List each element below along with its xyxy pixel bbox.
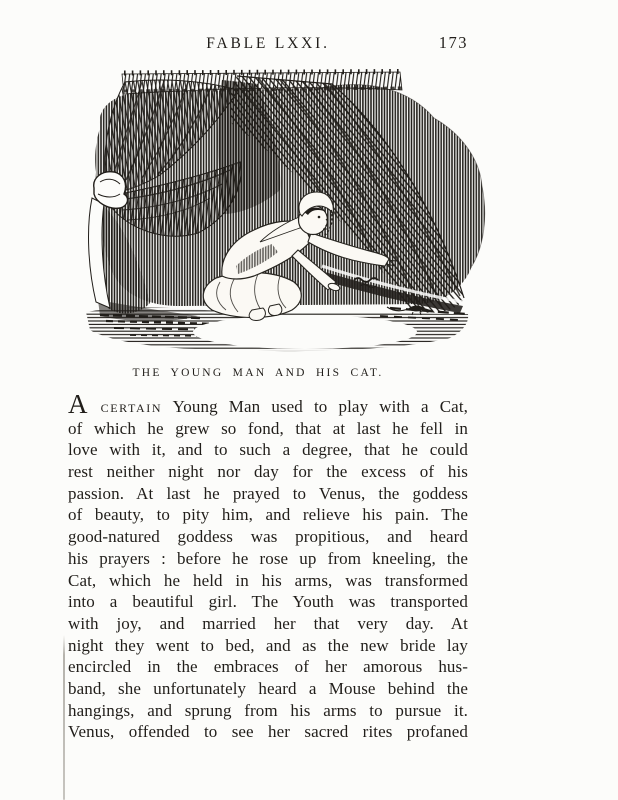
text-line: rest neither night nor day for the excess of his: [68, 462, 468, 482]
text-line: of beauty, to pity him, and relieve his pain. The: [68, 505, 468, 525]
drop-cap-initial: A: [68, 389, 90, 419]
bed-curtains-engraving: [70, 68, 494, 356]
page-header: [0, 33, 618, 55]
text-line: passion. At last he prayed to Venus, the goddess: [68, 483, 468, 503]
text-line: [68, 389, 468, 419]
foreground-light-patch: [193, 315, 417, 349]
text-line: Cat, which he held in his arms, was transformed: [68, 570, 468, 590]
foot: [268, 304, 281, 315]
text-line: love with it, and to such a degree, that he could: [68, 440, 468, 460]
running-title: FABLE LXXI.: [206, 35, 330, 52]
small-caps-word: certain: [100, 397, 163, 416]
page-edge-artifact: [63, 635, 65, 800]
first-line-rest: Young Man used to play with a Cat,: [162, 397, 468, 416]
text-line: with joy, and married her that very day. At: [68, 613, 468, 633]
text-line: of which he grew so fond, that at last he fell in: [68, 418, 468, 438]
page-number: 173: [438, 33, 468, 52]
figure-caption: THE YOUNG MAN AND HIS CAT.: [132, 367, 384, 379]
text-line: into a beautiful girl. The Youth was transported: [68, 592, 468, 612]
text-line: night they went to bed, and as the new bride lay: [68, 635, 468, 655]
woodcut-illustration: [70, 68, 494, 356]
text-line: band, she unfortunately heard a Mouse behind the: [68, 678, 468, 698]
body-text: [68, 389, 468, 743]
text-line: Venus, offended to see her sacred rites profaned: [68, 722, 468, 742]
text-line: good-natured goddess was propitious, and heard: [68, 527, 468, 547]
eye: [318, 216, 321, 219]
text-line: hangings, and sprung from his arms to pursue it.: [68, 700, 468, 720]
foot: [249, 308, 265, 320]
text-line: his prayers : before he rose up from kneeling, the: [68, 548, 468, 568]
text-line: encircled in the embraces of her amorous hus-: [68, 657, 468, 677]
